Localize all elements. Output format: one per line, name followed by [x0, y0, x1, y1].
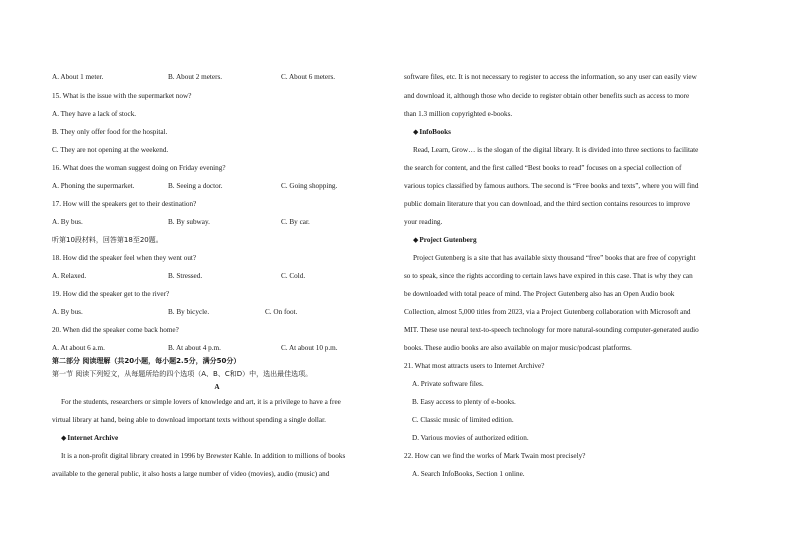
gutenberg-line-2: so to speak, since the rights according to certain laws have expired in this case. That is why they can — [404, 272, 693, 280]
q17-option-a[interactable]: A. By bus. — [52, 218, 83, 226]
q20-option-a[interactable]: A. At about 6 a.m. — [52, 344, 105, 352]
q17-stem: 17. How will the speakers get to their destination? — [52, 200, 197, 208]
heading-project-gutenberg — [404, 235, 477, 245]
passage-letter: A — [214, 383, 220, 391]
q16-option-b[interactable]: B. Seeing a doctor. — [168, 182, 223, 190]
infobooks-line-4: public domain literature that you can download, and the third section contains resources to improve — [404, 200, 691, 208]
q16-option-c[interactable]: C. Going shopping. — [281, 182, 338, 190]
q18-option-b[interactable]: B. Stressed. — [168, 272, 203, 280]
q15-option-b[interactable]: B. They only offer food for the hospital. — [52, 128, 168, 136]
q21-option-b[interactable]: B. Easy access to plenty of e-books. — [412, 398, 516, 406]
q21-stem: 21. What most attracts users to Internet Archive? — [404, 362, 545, 370]
part-2-heading: 第二部分 阅读理解（共20小题，每小题2.5分，满分50分） — [52, 357, 241, 365]
q16-stem: 16. What does the woman suggest doing on Friday evening? — [52, 164, 226, 172]
internet-archive-line-4: and download it, although those who decide to register obtain other benefits such as access to more — [404, 92, 690, 100]
q15-stem: 15. What is the issue with the supermarket now? — [52, 92, 192, 100]
q21-option-a[interactable]: A. Private software files. — [412, 380, 484, 388]
q19-option-b[interactable]: B. By bicycle. — [168, 308, 210, 316]
section-1-instruction: 第一节 阅读下列短文，从每题所给的四个选项（A、B、C和D）中，选出最佳选项。 — [52, 370, 313, 378]
passage-intro-line-2: virtual library at hand, being able to download important texts without spending a single dollar. — [52, 416, 326, 424]
q16-option-a[interactable]: A. Phoning the supermarket. — [52, 182, 135, 190]
internet-archive-line-2: available to the general public, it also hosts a large number of video (movies), audio (music) and — [52, 470, 330, 478]
q14-option-b[interactable]: B. About 2 meters. — [168, 73, 223, 81]
gutenberg-line-1: Project Gutenberg is a site that has available sixty thousand “free” books that are free of copyright — [413, 254, 696, 262]
q15-option-c[interactable]: C. They are not opening at the weekend. — [52, 146, 169, 154]
infobooks-line-5: your reading. — [404, 218, 443, 226]
q20-option-c[interactable]: C. At about 10 p.m. — [281, 344, 338, 352]
diamond-bullet-icon: ◆ — [413, 236, 419, 244]
infobooks-line-1: Read, Learn, Grow… is the slogan of the digital library. It is divided into three sections to facilitate — [413, 146, 699, 154]
q17-option-b[interactable]: B. By subway. — [168, 218, 210, 226]
q15-option-a[interactable]: A. They have a lack of stock. — [52, 110, 137, 118]
q19-option-c[interactable]: C. On foot. — [265, 308, 298, 316]
internet-archive-line-1: It is a non-profit digital library created in 1996 by Brewster Kahle. In addition to millions of books — [61, 452, 346, 460]
q22-option-a[interactable]: A. Search InfoBooks, Section 1 online. — [412, 470, 525, 478]
q19-option-a[interactable]: A. By bus. — [52, 308, 83, 316]
q18-option-a[interactable]: A. Relaxed. — [52, 272, 87, 280]
q14-option-a[interactable]: A. About 1 meter. — [52, 73, 104, 81]
q17-option-c[interactable]: C. By car. — [281, 218, 310, 226]
q21-option-d[interactable]: D. Various movies of authorized edition. — [412, 434, 529, 442]
q22-stem: 22. How can we find the works of Mark Twain most precisely? — [404, 452, 586, 460]
q20-stem: 20. When did the speaker come back home? — [52, 326, 179, 334]
heading-internet-archive-text: Internet Archive — [67, 434, 119, 442]
material-10-instruction: 听第10段材料，回答第18至20题。 — [52, 236, 163, 244]
heading-internet-archive — [52, 433, 118, 443]
gutenberg-line-6: books. These audio books are also available on major music/podcast platforms. — [404, 344, 632, 352]
gutenberg-line-3: be downloaded with total peace of mind. The Project Gutenberg also has an Open Audio book — [404, 290, 675, 298]
q18-stem: 18. How did the speaker feel when they went out? — [52, 254, 197, 262]
q18-option-c[interactable]: C. Cold. — [281, 272, 306, 280]
gutenberg-line-4: Collection, almost 5,000 titles from 2023, via a Project Gutenberg collaboration with Microsoft and — [404, 308, 691, 316]
diamond-bullet-icon: ◆ — [61, 434, 67, 442]
passage-intro-line-1: For the students, researchers or simple lovers of knowledge and art, it is a privilege to have a free — [61, 398, 341, 406]
heading-infobooks — [404, 127, 451, 137]
infobooks-line-3: various topics classified by famous authors. The second is “Free books and texts”, where you will find — [404, 182, 699, 190]
q19-stem: 19. How did the speaker get to the river? — [52, 290, 170, 298]
heading-infobooks-text: InfoBooks — [419, 128, 451, 136]
internet-archive-line-3: software files, etc. It is not necessary to register to access the information, so any user can easily view — [404, 73, 697, 81]
diamond-bullet-icon: ◆ — [413, 128, 419, 136]
q20-option-b[interactable]: B. At about 4 p.m. — [168, 344, 221, 352]
q14-option-c[interactable]: C. About 6 meters. — [281, 73, 336, 81]
gutenberg-line-5: MIT. These use neural text-to-speech technology for more natural-sounding computer-generated audio — [404, 326, 699, 334]
heading-project-gutenberg-text: Project Gutenberg — [419, 236, 477, 244]
internet-archive-line-5: than 1.3 million copyrighted e-books. — [404, 110, 513, 118]
q21-option-c[interactable]: C. Classic music of limited edition. — [412, 416, 514, 424]
infobooks-line-2: the search for content, and the first called “Best books to read” focuses on a special collection of — [404, 164, 682, 172]
